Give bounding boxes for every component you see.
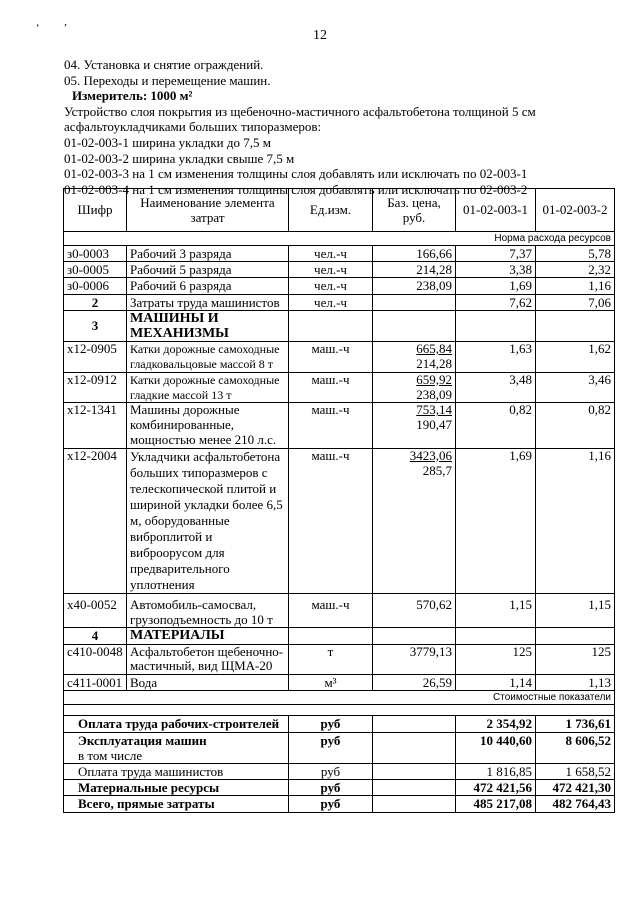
table-row — [64, 246, 615, 262]
cell-v1: 1,15 — [456, 593, 536, 628]
description-line: 01-02-003-3 на 1 см изменения толщины слоя добавлять или исключать по 02-003-1 — [64, 166, 528, 182]
cell-name: Вода — [127, 675, 289, 691]
total-label-text: Эксплуатация машин — [78, 732, 207, 748]
cell-unit: чел.-ч — [289, 294, 373, 310]
cell-code: с411-0001 — [64, 675, 127, 691]
section-title: МАШИНЫ И МЕХАНИЗМЫ — [127, 310, 289, 341]
total-unit: руб — [289, 732, 373, 763]
table-header — [64, 189, 615, 232]
cell-v2: 1,16 — [536, 278, 615, 294]
description-line: Устройство слоя покрытия из щебеночно-мастичного асфальтобетона толщиной 5 см — [64, 103, 536, 119]
total-label: Оплата труда рабочих-строителей — [64, 716, 289, 732]
operators-row — [64, 294, 615, 310]
totals-row — [64, 780, 615, 796]
cell-unit: маш.-ч — [289, 403, 373, 448]
cell-price — [373, 294, 456, 310]
description-line: 01-02-003-1 ширина укладки до 7,5 м — [64, 134, 271, 150]
price-main: 665,84 — [416, 341, 452, 357]
cell-price: 238,09 — [373, 278, 456, 294]
cell-price — [373, 372, 456, 403]
cell-code: х12-0905 — [64, 342, 127, 373]
resource-table — [63, 188, 615, 813]
table-row — [64, 372, 615, 403]
description-line: 01-02-003-4 на 1 см изменения толщины слоя добавлять или исключать по 02-003-2 — [64, 181, 528, 197]
total-v1: 485 217,08 — [456, 796, 536, 812]
total-v2: 482 764,43 — [536, 796, 615, 812]
total-v1: 2 354,92 — [456, 716, 536, 732]
table-row — [64, 644, 615, 675]
cell-name: Катки дорожные самоходные гладкие массой 13 т — [127, 372, 289, 403]
total-label: Материальные ресурсы — [64, 780, 289, 796]
norm-row — [64, 232, 615, 246]
table-row — [64, 262, 615, 278]
price-main: 659,92 — [416, 371, 452, 387]
total-v1: 472 421,56 — [456, 780, 536, 796]
cell-name: Асфальтобетон щебеночно-мастичный, вид ЩМА-20 — [127, 644, 289, 675]
section-code: 4 — [64, 628, 127, 644]
cell-unit: маш.-ч — [289, 372, 373, 403]
cell-price: 570,62 — [373, 593, 456, 628]
cell-code: х12-2004 — [64, 448, 127, 593]
cell-v2: 5,78 — [536, 246, 615, 262]
table-row — [64, 448, 615, 593]
table-row — [64, 675, 615, 691]
header-col1: 01-02-003-1 — [456, 189, 536, 232]
measure-unit: Измеритель: 1000 м² — [72, 88, 193, 104]
cell-price: 26,59 — [373, 675, 456, 691]
cell-unit: т — [289, 644, 373, 675]
total-sub-label: в том числе — [78, 747, 143, 763]
header-code: Шифр — [64, 189, 127, 232]
cell-price: 214,28 — [373, 262, 456, 278]
cell-v2: 0,82 — [536, 403, 615, 448]
price-secondary: 214,28 — [416, 356, 452, 372]
price-main: 3423,06 — [409, 447, 452, 463]
cell-name: Укладчики асфальтобетона больших типоразмеров с телескопической плитой и шириной укладки более 6,5 м, оборудованные виброплитой и виброорусом для предварительного уплотнения — [127, 448, 289, 593]
total-label: Всего, прямые затраты — [64, 796, 289, 812]
cell-name: Автомобиль-самосвал, грузоподъемность до 10 т — [127, 593, 289, 628]
price-secondary: 238,09 — [416, 386, 452, 402]
cell-price — [373, 342, 456, 373]
cell-v1: 1,69 — [456, 448, 536, 593]
materials-section — [64, 628, 615, 644]
corner-mark: ‘ — [36, 22, 64, 34]
price-secondary: 285,7 — [422, 462, 452, 478]
cell-name: Затраты труда машинистов — [127, 294, 289, 310]
intro-block — [64, 57, 624, 197]
total-v1: 10 440,60 — [456, 732, 536, 763]
table-row — [64, 342, 615, 373]
section-code: 3 — [64, 310, 127, 341]
norm-label: Норма расхода ресурсов — [64, 232, 615, 246]
cell-v1: 1,69 — [456, 278, 536, 294]
table-row — [64, 403, 615, 448]
cell-v2: 1,16 — [536, 448, 615, 593]
cell-price: 3779,13 — [373, 644, 456, 675]
intro-line: 05. Переходы и перемещение машин. — [64, 72, 271, 88]
total-v2: 472 421,30 — [536, 780, 615, 796]
cell-unit: маш.-ч — [289, 593, 373, 628]
cell-code: с410-0048 — [64, 644, 127, 675]
cost-label: Стоимостные показатели — [64, 691, 615, 705]
totals-row — [64, 764, 615, 780]
intro-line: 04. Установка и снятие ограждений. — [64, 57, 264, 72]
cell-code: з0-0005 — [64, 262, 127, 278]
cell-price — [373, 448, 456, 593]
cell-v1: 7,37 — [456, 246, 536, 262]
gap-row — [64, 705, 615, 716]
description-line: 01-02-003-2 ширина укладки свыше 7,5 м — [64, 150, 295, 166]
total-unit: руб — [289, 796, 373, 812]
description-line: асфальтоукладчиками больших типоразмеров: — [64, 119, 322, 135]
total-v2: 1 658,52 — [536, 764, 615, 780]
cell-code: з0-0003 — [64, 246, 127, 262]
cell-v2: 7,06 — [536, 294, 615, 310]
cell-v1: 3,38 — [456, 262, 536, 278]
cell-unit: чел.-ч — [289, 278, 373, 294]
cell-v2: 3,46 — [536, 372, 615, 403]
totals-row — [64, 796, 615, 812]
cell-v1: 3,48 — [456, 372, 536, 403]
header-col2: 01-02-003-2 — [536, 189, 615, 232]
cell-name: Рабочий 5 разряда — [127, 262, 289, 278]
cell-v1: 1,14 — [456, 675, 536, 691]
cell-v2: 2,32 — [536, 262, 615, 278]
cell-unit: чел.-ч — [289, 262, 373, 278]
header-price: Баз. цена, руб. — [373, 189, 456, 232]
cell-v1: 7,62 — [456, 294, 536, 310]
header-name: Наименование элемента затрат — [127, 189, 289, 232]
total-unit: руб — [289, 716, 373, 732]
cell-unit: чел.-ч — [289, 246, 373, 262]
cell-unit: маш.-ч — [289, 342, 373, 373]
total-v1: 1 816,85 — [456, 764, 536, 780]
cell-name: Рабочий 3 разряда — [127, 246, 289, 262]
cell-name: Машины дорожные комбинированные, мощностью менее 210 л.с. — [127, 403, 289, 448]
machines-section — [64, 310, 615, 341]
cell-name: Рабочий 6 разряда — [127, 278, 289, 294]
cell-code: х12-1341 — [64, 403, 127, 448]
cell-unit: м³ — [289, 675, 373, 691]
price-secondary: 190,47 — [416, 417, 452, 433]
section-title: МАТЕРИАЛЫ — [127, 628, 289, 644]
totals-row — [64, 732, 615, 763]
cell-price: 166,66 — [373, 246, 456, 262]
table-row — [64, 278, 615, 294]
cell-v2: 125 — [536, 644, 615, 675]
table-row — [64, 593, 615, 628]
total-v2: 8 606,52 — [536, 732, 615, 763]
total-v2: 1 736,61 — [536, 716, 615, 732]
price-main: 753,14 — [416, 402, 452, 418]
corner-mark: ’ — [63, 22, 92, 34]
cell-v2: 1,62 — [536, 342, 615, 373]
total-label — [64, 732, 289, 763]
total-label: Оплата труда машинистов — [64, 764, 289, 780]
totals-row — [64, 716, 615, 732]
header-unit: Ед.изм. — [289, 189, 373, 232]
cell-code: х40-0052 — [64, 593, 127, 628]
cell-name: Катки дорожные самоходные гладковальцовые массой 8 т — [127, 342, 289, 373]
cell-price — [373, 403, 456, 448]
cell-v2: 1,13 — [536, 675, 615, 691]
cell-unit: маш.-ч — [289, 448, 373, 593]
cell-v1: 125 — [456, 644, 536, 675]
cost-row — [64, 691, 615, 705]
total-unit: руб — [289, 780, 373, 796]
total-unit: руб — [289, 764, 373, 780]
cell-v2: 1,15 — [536, 593, 615, 628]
cell-code: х12-0912 — [64, 372, 127, 403]
cell-code: 2 — [64, 294, 127, 310]
cell-code: з0-0006 — [64, 278, 127, 294]
page-number: 12 — [313, 28, 327, 43]
cell-v1: 0,82 — [456, 403, 536, 448]
cell-v1: 1,63 — [456, 342, 536, 373]
